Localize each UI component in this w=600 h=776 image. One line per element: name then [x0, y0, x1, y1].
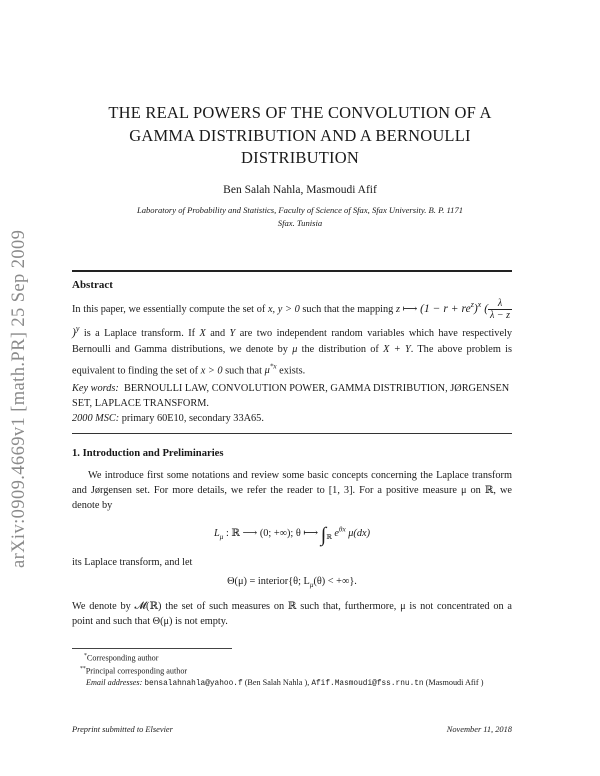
math-xy: x, y > 0	[267, 303, 300, 315]
equation-laplace-transform	[72, 524, 512, 547]
title-line-1: THE REAL POWERS OF THE CONVOLUTION OF A	[108, 103, 492, 122]
footnote-emails	[72, 677, 512, 690]
email-1[interactable]: bensalahnahla@yahoo.f	[144, 680, 243, 689]
math-x-pos: x > 0	[200, 365, 223, 377]
abstract-text-6: the distribution of	[301, 344, 379, 356]
math-frac-num: λ	[488, 298, 512, 310]
paper-title	[60, 102, 540, 170]
math-term1-close: )	[473, 302, 478, 315]
keywords-label: Key words:	[72, 383, 119, 394]
abstract-text-7: . The above problem is equivalent to finding the set of	[72, 344, 513, 377]
email-2[interactable]: Afif.Masmoudi@fss.rnu.tn	[311, 680, 424, 689]
integral-icon: ∫	[320, 524, 327, 546]
msc-label: 2000 MSC:	[72, 413, 120, 424]
abstract-text-2: such that the mapping	[302, 303, 394, 315]
eq1-L: L	[214, 528, 220, 539]
math-x-plus-y: X + Y	[383, 344, 411, 356]
eq1-e-sup: θx	[338, 525, 346, 534]
footer-preprint: Preprint submitted to Elsevier	[72, 725, 173, 734]
authors: Ben Salah Nahla, Masmoudi Afif	[223, 184, 377, 196]
math-mapping-expression: $(1 - r + re^z)^x$ ( $\frac{\lambda}{\lambda - z}$ )$^y$	[72, 297, 511, 339]
math-z-map: z ⟼	[396, 303, 418, 315]
affiliation	[80, 204, 520, 229]
abstract-bottom-rule	[72, 433, 512, 434]
section-heading-introduction: 1. Introduction and Preliminaries	[72, 448, 224, 459]
msc-text: primary 60E10, secondary 33A65.	[121, 413, 264, 424]
footnote-1	[72, 651, 512, 664]
footnote-2-mark: **	[80, 666, 86, 673]
math-mu-star	[264, 362, 277, 377]
equation-theta	[72, 576, 512, 589]
intro-paragraph-1: We introduce first some notations and review some basic concepts concerning the Laplace transform and Jørgensen set. For more details, we refer the reader to [1, 3]. For a positive measure μ on ℝ, we denote by	[72, 470, 512, 512]
math-term1-sup: z	[470, 300, 474, 309]
email-label: Email addresses:	[86, 678, 143, 688]
intro-paragraph-3: We denote by 𝓜(ℝ) the set of such measures on ℝ such that, furthermore, μ is not concentrated on a point and such that Θ(μ) is not empty.	[72, 601, 512, 628]
footnote-rule	[72, 648, 232, 649]
keywords	[72, 381, 512, 411]
footnote-1-mark: *	[84, 653, 87, 659]
affiliation-line-1: Laboratory of Probability and Statistics, Faculty of Science of Sfax, Sfax University. B. P. 1171	[136, 205, 464, 215]
math-mu-star-base: μ	[264, 365, 270, 377]
keywords-text: BERNOULLI LAW, CONVOLUTION POWER, GAMMA DISTRIBUTION, JØRGENSEN SET, LAPLACE TRANSFORM.	[72, 383, 510, 409]
math-fraction	[488, 298, 512, 321]
math-mu: μ	[292, 344, 298, 356]
title-line-3: DISTRIBUTION	[241, 148, 359, 167]
eq1-int-sub: ℝ	[326, 534, 332, 542]
abstract-text-8: such that	[225, 365, 262, 377]
footnotes	[72, 651, 512, 691]
footnote-2	[72, 664, 512, 677]
eq1-mid: : ℝ ⟶ (0; +∞); θ ⟼	[225, 528, 319, 539]
math-X: X	[199, 327, 206, 339]
eq2-rest: (θ) < +∞}.	[313, 576, 357, 587]
abstract-text-1: In this paper, we essentially compute the set of	[72, 303, 266, 315]
abstract-body	[72, 297, 512, 380]
footnote-1-text: Corresponding author	[86, 653, 159, 663]
eq2-lhs: Θ(μ) = interior{θ; L	[227, 576, 310, 587]
eq2-sub: μ	[309, 581, 314, 590]
footnote-2-text: Principal corresponding author	[85, 666, 188, 676]
abstract-text-5: are two independent random variables which have respectively Bernoulli and Gamma distributions, we denote by	[72, 327, 513, 356]
abstract-heading: Abstract	[72, 279, 113, 291]
math-exp-x: x	[477, 300, 482, 309]
math-term1: (1 − r + re	[420, 302, 471, 315]
arxiv-identifier: arXiv:0909.4669v1 [math.PR] 25 Sep 2009	[9, 229, 29, 568]
math-mu-star-sup: *x	[269, 362, 277, 371]
eq1-sub: μ	[219, 533, 224, 542]
footer-date: November 11, 2018	[446, 725, 512, 734]
email-2-name: (Masmoudi Afif )	[425, 678, 484, 688]
math-Y: Y	[229, 327, 236, 339]
email-1-name: (Ben Salah Nahla ),	[244, 678, 310, 688]
abstract-text-3: is a Laplace transform. If	[83, 327, 196, 339]
title-line-2: GAMMA DISTRIBUTION AND A BERNOULLI	[129, 125, 471, 145]
math-frac-den: λ − z	[490, 309, 511, 321]
math-exp-y: y	[75, 323, 80, 333]
eq1-e: e	[334, 528, 339, 539]
intro-paragraph-2: its Laplace transform, and let	[72, 557, 193, 568]
affiliation-line-2: Sfax. Tunisia	[277, 217, 323, 228]
msc-classification	[72, 411, 512, 426]
abstract-top-rule	[72, 270, 512, 272]
abstract-text-4: and	[210, 327, 226, 339]
abstract-text-9: exists.	[279, 365, 306, 377]
eq1-rhs: μ(dx)	[348, 528, 370, 539]
